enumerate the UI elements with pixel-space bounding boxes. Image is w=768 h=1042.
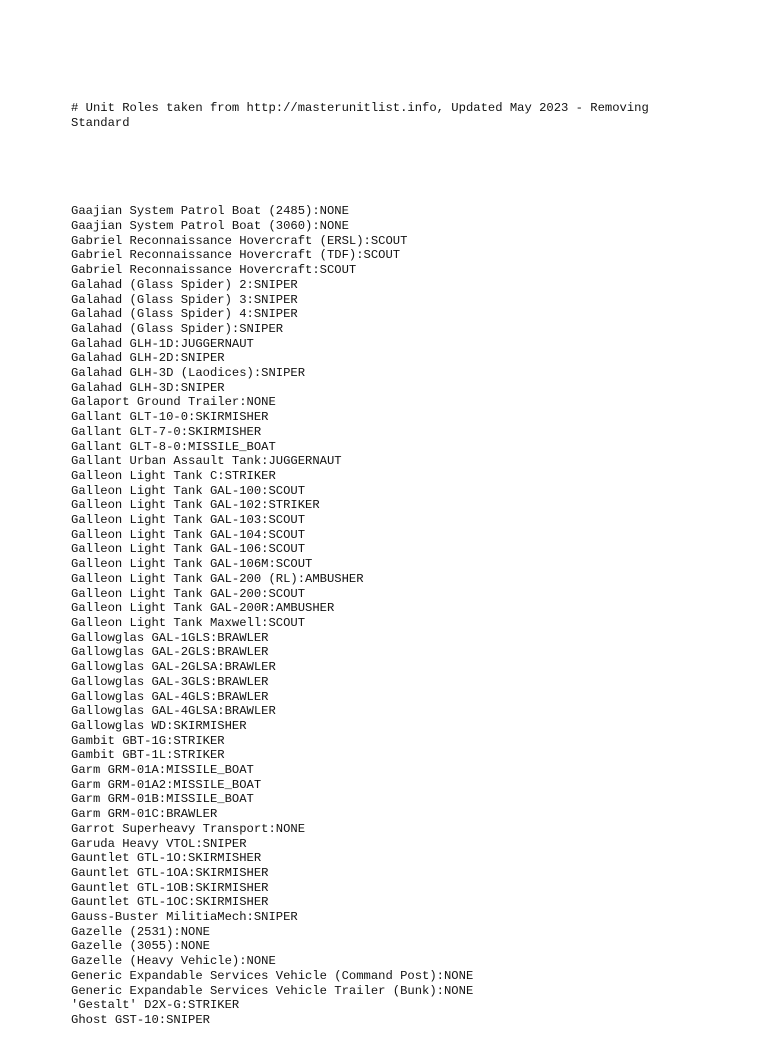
unit-role-line: Gallant GLT-7-0:SKIRMISHER [71, 424, 262, 439]
unit-role-line: Gauntlet GTL-1OB:SKIRMISHER [71, 880, 269, 895]
unit-role-line: Garm GRM-01B:MISSILE_BOAT [71, 792, 254, 807]
unit-role-line: Galleon Light Tank GAL-106M:SCOUT [71, 557, 313, 572]
unit-role-line: Gambit GBT-1G:STRIKER [71, 733, 225, 748]
unit-role-line: Galahad GLH-3D:SNIPER [71, 380, 225, 395]
unit-role-line: Garuda Heavy VTOL:SNIPER [71, 836, 247, 851]
unit-role-line: Gaajian System Patrol Boat (2485):NONE [71, 204, 349, 219]
unit-role-line: Gauss-Buster MilitiaMech:SNIPER [71, 910, 298, 925]
unit-role-line: Galahad GLH-3D (Laodices):SNIPER [71, 366, 306, 381]
unit-role-line: Garm GRM-01C:BRAWLER [71, 807, 218, 822]
unit-role-line: Garrot Superheavy Transport:NONE [71, 821, 306, 836]
document-header: # Unit Roles taken from http://masterunitlist.info, Updated May 2023 - Removing Standard [71, 101, 657, 131]
unit-role-line: Galahad (Glass Spider):SNIPER [71, 321, 284, 336]
unit-role-line: Gallowglas WD:SKIRMISHER [71, 718, 247, 733]
unit-role-line: Galahad (Glass Spider) 2:SNIPER [71, 277, 298, 292]
unit-role-line: Gallowglas GAL-2GLS:BRAWLER [71, 645, 269, 660]
unit-role-line: Galleon Light Tank GAL-102:STRIKER [71, 498, 320, 513]
unit-role-line: Gambit GBT-1L:STRIKER [71, 748, 225, 763]
unit-role-line: Galleon Light Tank Maxwell:SCOUT [71, 616, 306, 630]
unit-role-line: Galleon Light Tank GAL-103:SCOUT [71, 513, 306, 528]
unit-role-line: Galaport Ground Trailer:NONE [71, 395, 276, 410]
blank-line [71, 160, 711, 175]
unit-role-line: Ghost GST-10:SNIPER [71, 1012, 210, 1027]
unit-role-line: Gallowglas GAL-1GLS:BRAWLER [71, 630, 269, 645]
document-page [71, 72, 711, 1042]
unit-role-line: Galleon Light Tank GAL-200 (RL):AMBUSHER [71, 571, 364, 586]
unit-role-line: Gabriel Reconnaissance Hovercraft (ERSL):SCOUT [71, 233, 408, 248]
unit-role-line: Gaajian System Patrol Boat (3060):NONE [71, 219, 349, 234]
unit-role-line: Garm GRM-01A2:MISSILE_BOAT [71, 777, 262, 792]
unit-role-line: Galleon Light Tank GAL-100:SCOUT [71, 483, 306, 498]
unit-role-line: Gallant GLT-10-0:SKIRMISHER [71, 410, 269, 425]
unit-role-line: Galahad GLH-1D:JUGGERNAUT [71, 336, 254, 351]
unit-role-line: Generic Expandable Services Vehicle (Command Post):NONE [71, 968, 474, 983]
unit-role-line: Generic Expandable Services Vehicle Trailer (Bunk):NONE [71, 983, 474, 998]
unit-role-line: Gazelle (3055):NONE [71, 939, 210, 954]
unit-role-line: Galahad GLH-2D:SNIPER [71, 351, 225, 366]
unit-role-line: Gazelle (2531):NONE [71, 924, 210, 939]
unit-role-line: Gabriel Reconnaissance Hovercraft (TDF):SCOUT [71, 248, 401, 263]
unit-role-line: Garm GRM-01A:MISSILE_BOAT [71, 763, 254, 778]
unit-role-list [71, 204, 711, 1027]
unit-role-line: Gabriel Reconnaissance Hovercraft:SCOUT [71, 263, 357, 278]
unit-role-line: Gallowglas GAL-4GLSA:BRAWLER [71, 704, 276, 719]
unit-role-line: Galahad (Glass Spider) 3:SNIPER [71, 292, 298, 307]
unit-role-line: 'Gestalt' D2X-G:STRIKER [71, 998, 240, 1013]
unit-role-line: Galleon Light Tank C:STRIKER [71, 468, 276, 483]
unit-role-line: Gauntlet GTL-1OC:SKIRMISHER [71, 895, 269, 910]
unit-role-line: Galleon Light Tank GAL-104:SCOUT [71, 527, 306, 542]
unit-role-line: Galleon Light Tank GAL-200:SCOUT [71, 586, 306, 601]
unit-role-line: Gauntlet GTL-1OA:SKIRMISHER [71, 865, 269, 880]
unit-role-line: Gazelle (Heavy Vehicle):NONE [71, 954, 276, 969]
unit-role-line: Gallant GLT-8-0:MISSILE_BOAT [71, 439, 276, 454]
unit-role-line: Gallant Urban Assault Tank:JUGGERNAUT [71, 454, 342, 469]
unit-role-line: Gallowglas GAL-4GLS:BRAWLER [71, 689, 269, 704]
unit-role-line: Gallowglas GAL-2GLSA:BRAWLER [71, 660, 276, 675]
unit-role-line: Gauntlet GTL-1O:SKIRMISHER [71, 851, 262, 866]
unit-role-line: Galleon Light Tank GAL-200R:AMBUSHER [71, 601, 335, 616]
unit-role-line: Galleon Light Tank GAL-106:SCOUT [71, 542, 306, 557]
unit-role-line: Galahad (Glass Spider) 4:SNIPER [71, 307, 298, 322]
unit-role-line: Gallowglas GAL-3GLS:BRAWLER [71, 674, 269, 689]
